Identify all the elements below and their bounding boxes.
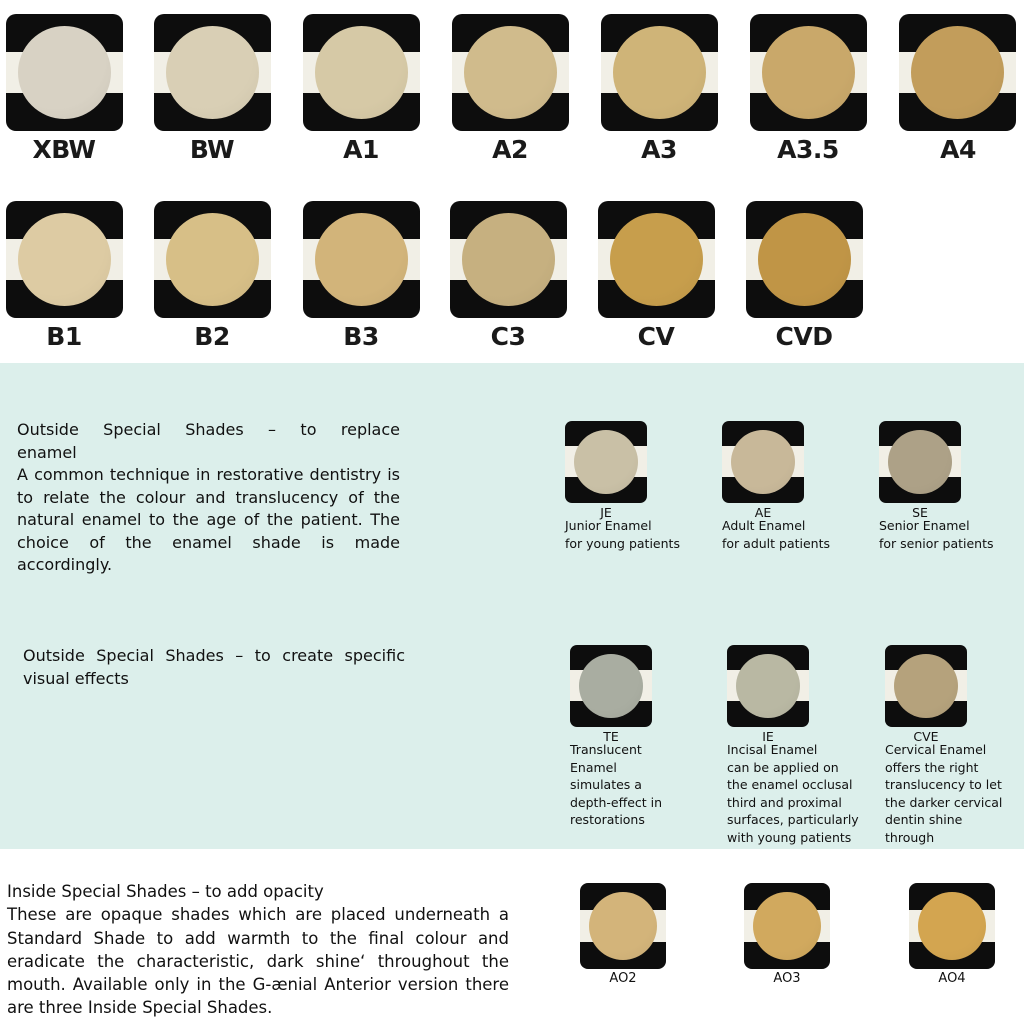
shade-swatch-b2 (154, 201, 271, 318)
shade-label: A1 (343, 135, 379, 164)
shade-disc (753, 892, 821, 960)
shade-swatch-a3 (601, 14, 718, 131)
shade-code: CVE (913, 729, 939, 744)
shade-swatch-ao2 (580, 883, 666, 969)
shade-label: XBW (32, 135, 96, 164)
shade-swatch-se (879, 421, 961, 503)
shade-swatch-ie (727, 645, 809, 727)
shade-swatch-a1 (303, 14, 420, 131)
shade-label: A4 (940, 135, 976, 164)
shade-code: JE (600, 505, 612, 520)
shade-swatch-a4 (899, 14, 1016, 131)
shade-label: BW (189, 135, 235, 164)
shade-disc (610, 213, 703, 306)
shade-description: Incisal Enamel can be applied on the enamel occlusal third and proximal surfaces, particularly with young patients (727, 742, 859, 845)
shade-disc (462, 213, 555, 306)
shade-disc (18, 213, 111, 306)
opacity-section-body: These are opaque shades which are placed underneath a Standard Shade to add warmth to the final colour and eradicate the characteristic, dark shine‘ throughout the mouth. Available only in the G-ænial Anterior version there are three Inside Special Shades. (7, 905, 509, 1018)
shade-code: AO3 (773, 971, 801, 986)
shade-disc (315, 26, 408, 119)
shade-disc (762, 26, 855, 119)
shade-swatch-a3-5 (750, 14, 867, 131)
enamel-section-body: A common technique in restorative dentistry is to relate the colour and translucency of the natural enamel to the age of the patient. The choice of the enamel shade is made accordingly. (17, 465, 400, 574)
shade-disc (166, 26, 259, 119)
shade-code: TE (603, 729, 619, 744)
shade-disc (758, 213, 851, 306)
shade-swatch-bw (154, 14, 271, 131)
shade-swatch-cvd (746, 201, 863, 318)
shade-swatch-cv (598, 201, 715, 318)
shade-label: B2 (194, 322, 230, 351)
shade-label: B3 (343, 322, 379, 351)
shade-swatch-cve (885, 645, 967, 727)
shade-swatch-c3 (450, 201, 567, 318)
shade-disc (731, 430, 795, 494)
enamel-section-heading: Outside Special Shades – to replace (17, 420, 400, 439)
shade-swatch-ae (722, 421, 804, 503)
shade-code: SE (912, 505, 928, 520)
shade-swatch-b1 (6, 201, 123, 318)
shade-disc (918, 892, 986, 960)
shade-description: Cervical Enamel offers the right translucency to let the darker cervical dentin shine through (885, 742, 1003, 845)
shade-disc (464, 26, 557, 119)
shade-description: Junior Enamel for young patients (565, 518, 680, 551)
shade-swatch-b3 (303, 201, 420, 318)
shade-swatch-a2 (452, 14, 569, 131)
shade-description: Translucent Enamel simulates a depth-effect in restorations (570, 742, 663, 827)
shade-label: A3.5 (777, 135, 839, 164)
shade-label: A2 (492, 135, 528, 164)
shade-disc (589, 892, 657, 960)
shade-description: Adult Enamel for adult patients (722, 518, 831, 551)
opacity-section-text (7, 880, 509, 1020)
shade-code: AO2 (609, 971, 637, 986)
shade-disc (613, 26, 706, 119)
shade-swatch-ao4 (909, 883, 995, 969)
shade-disc (911, 26, 1004, 119)
shade-description: Senior Enamel for senior patients (879, 518, 994, 551)
shade-swatch-xbw (6, 14, 123, 131)
shade-swatch-te (570, 645, 652, 727)
shade-label: CV (637, 322, 675, 351)
shade-disc (888, 430, 952, 494)
enamel-section-text (17, 419, 400, 577)
shade-label: A3 (641, 135, 677, 164)
shade-disc (18, 26, 111, 119)
shade-disc (579, 654, 643, 718)
shade-disc (574, 430, 638, 494)
shade-label: C3 (490, 322, 526, 351)
shade-disc (166, 213, 259, 306)
shade-code: AO4 (938, 971, 966, 986)
effects-section-heading: Outside Special Shades – to create specific visual effects (23, 646, 405, 688)
shade-swatch-je (565, 421, 647, 503)
enamel-section-heading-cont: enamel (17, 442, 77, 462)
shade-disc (894, 654, 958, 718)
shade-label: CVD (775, 322, 833, 351)
shade-code: IE (762, 729, 774, 744)
shade-label: B1 (46, 322, 82, 351)
opacity-section-heading: Inside Special Shades – to add opacity (7, 882, 324, 901)
shade-code: AE (754, 505, 772, 520)
effects-section-text (23, 645, 405, 690)
shade-swatch-ao3 (744, 883, 830, 969)
shade-disc (315, 213, 408, 306)
shade-disc (736, 654, 800, 718)
